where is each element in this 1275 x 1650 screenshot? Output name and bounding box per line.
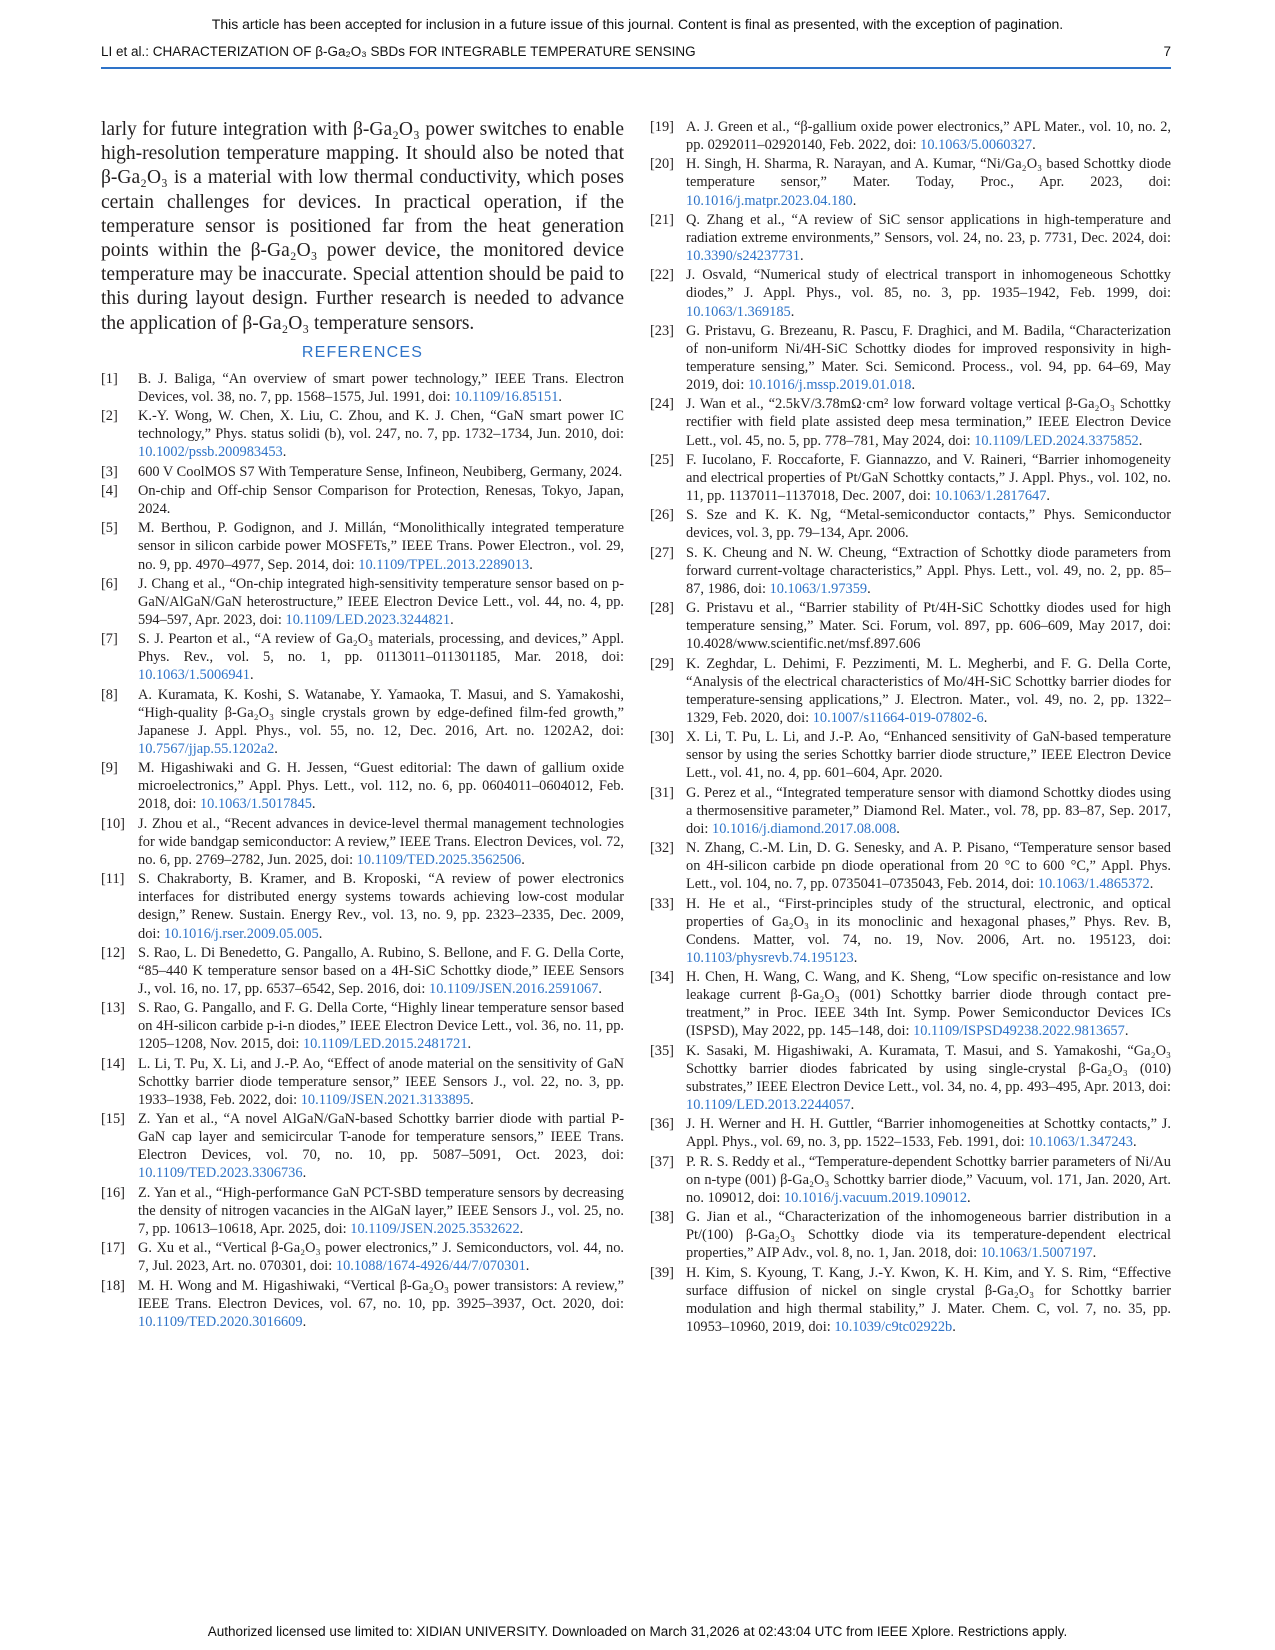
reference-item: [101, 686, 624, 758]
reference-citation: G. Perez et al., “Integrated temperature sensor with diamond Schottky diodes using a thermosensitive parameter,” Diamond Rel. Mater., vol. 78, pp. 83–87, Sep. 2017, doi:: [686, 784, 1171, 837]
reference-end: .: [470, 1091, 474, 1108]
reference-number: [9]: [101, 760, 118, 777]
reference-end: .: [1092, 1245, 1097, 1262]
running-header-title: LI et al.: CHARACTERIZATION OF β-Ga₂O₃ SBDs FOR INTEGRABLE TEMPERATURE SENSING: [101, 44, 696, 59]
doi-link[interactable]: 10.1063/1.5007197: [980, 1245, 1093, 1262]
reference-item: [650, 155, 1171, 209]
reference-text: [138, 686, 624, 758]
reference-text: [138, 482, 624, 518]
doi-link[interactable]: 10.1063/1.369185: [686, 303, 791, 320]
reference-item: [101, 1277, 624, 1331]
reference-item: [101, 759, 624, 813]
reference-number: [11]: [101, 871, 125, 888]
doi-link[interactable]: 10.1002/pssb.200983453: [138, 444, 283, 461]
reference-number: [22]: [650, 267, 674, 284]
reference-number: [27]: [650, 544, 674, 561]
reference-citation: L. Li, T. Pu, X. Li, and J.-P. Ao, “Effect of anode material on the sensitivity of GaN Schottky barrier diode temperature sensor,” IEEE Sensors J., vol. 22, no. 3, pp. 1933–1938, Feb. 2022, doi:: [138, 1055, 624, 1108]
doi-link[interactable]: 10.1016/j.diamond.2017.08.008: [712, 820, 897, 837]
reference-item: [650, 395, 1171, 449]
reference-citation: S. Sze and K. K. Ng, “Metal-semiconductor contacts,” Phys. Semiconductor devices, vol. 3, pp. 79–134, Apr. 2006.: [686, 507, 1171, 542]
reference-text: [138, 463, 624, 481]
reference-citation: H. Chen, H. Wang, C. Wang, and K. Sheng, “Low specific on-resistance and low leakage current β-Ga₂O₃ (001) Schottky barrier diode through contact pre-treatment,” in Proc. IEEE 34th Int. Symp. Power Semiconductor Devices ICs (ISPSD), May 2022, pp. 145–148, doi:: [686, 969, 1171, 1040]
reference-item: [101, 575, 624, 629]
doi-link[interactable]: 10.3390/s24237731: [686, 248, 800, 265]
reference-end: .: [852, 192, 857, 209]
reference-end: .: [1046, 488, 1051, 504]
reference-citation: B. J. Baliga, “An overview of smart power technology,” IEEE Trans. Electron Devices, vol. 38, no. 7, pp. 1568–1575, Jul. 1991, doi:: [138, 370, 624, 405]
doi-link[interactable]: 10.1109/TED.2020.3016609: [138, 1313, 303, 1330]
reference-end: .: [521, 851, 525, 868]
reference-citation: G. Pristavu et al., “Barrier stability of Pt/4H-SiC Schottky diodes used for high temperature sensing,” Mater. Sci. Forum, vol. 897, pp. 606–609, May 2017, doi: 10.4028/www.scientific.net/msf.897.606: [686, 600, 1171, 653]
reference-citation: J. H. Werner and H. H. Guttler, “Barrier inhomogeneities at Schottky contacts,” J. Appl. Phys., vol. 69, no. 3, pp. 1522–1533, Feb. 1991, doi:: [686, 1116, 1171, 1151]
reference-text: [138, 1055, 624, 1109]
doi-link[interactable]: 10.1063/1.4865372: [1037, 876, 1150, 893]
doi-link[interactable]: 10.1039/c9tc02922b: [834, 1318, 953, 1335]
reference-item: [650, 211, 1171, 265]
reference-item: [101, 630, 624, 684]
doi-link[interactable]: 10.1103/physrevb.74.195123: [686, 949, 854, 966]
reference-item: [650, 1115, 1171, 1151]
reference-end: .: [598, 980, 603, 997]
reference-number: [20]: [650, 156, 674, 173]
reference-end: .: [249, 667, 254, 684]
reference-end: .: [790, 303, 795, 320]
reference-item: [650, 118, 1171, 154]
reference-citation: M. Higashiwaki and G. H. Jessen, “Guest editorial: The dawn of gallium oxide microelectronics,” Appl. Phys. Lett., vol. 112, no. 6, pp. 0604011–0604012, Feb. 2018, doi:: [138, 760, 624, 813]
reference-end: .: [1138, 432, 1143, 449]
reference-citation: Q. Zhang et al., “A review of SiC sensor applications in high-temperature and radiation extreme environments,” Sensors, vol. 24, no. 23, p. 7731, Dec. 2024, doi:: [686, 211, 1171, 246]
reference-item: [650, 322, 1171, 394]
reference-text: [138, 815, 624, 869]
reference-text: [138, 759, 624, 813]
reference-item: [650, 506, 1171, 542]
doi-link[interactable]: 10.1109/LED.2013.2244057: [686, 1096, 851, 1113]
reference-text: [686, 118, 1171, 154]
reference-citation: J. Chang et al., “On-chip integrated high-sensitivity temperature sensor based on p-GaN/AlGaN/GaN heterostructure,” IEEE Electron Device Lett., vol. 44, no. 4, pp. 594–597, Apr. 2023, doi:: [138, 575, 624, 628]
doi-link[interactable]: 10.1088/1674-4926/44/7/070301: [335, 1258, 526, 1275]
reference-citation: K. Sasaki, M. Higashiwaki, A. Kuramata, T. Masui, and S. Yamakoshi, “Ga₂O₃ Schottky barrier diodes fabricated by using single-crystal β-Ga₂O₃ (010) substrates,” IEEE Electron Device Lett., vol. 34, no. 4, pp. 493–495, Apr. 2013, doi:: [686, 1042, 1171, 1095]
reference-text: [138, 370, 624, 406]
reference-text: [686, 728, 1171, 782]
reference-number: [25]: [650, 451, 674, 468]
doi-link[interactable]: 10.1063/1.347243: [1028, 1134, 1133, 1151]
page-number: 7: [1163, 44, 1171, 59]
doi-link[interactable]: 10.1016/j.matpr.2023.04.180: [686, 192, 853, 209]
reference-citation: S. Rao, G. Pangallo, and F. G. Della Corte, “Highly linear temperature sensor based on 4H-silicon carbide p-i-n diodes,” IEEE Electron Device Lett., vol. 36, no. 11, pp. 1205–1208, Nov. 2015, doi:: [138, 1000, 624, 1053]
reference-number: [10]: [101, 815, 125, 832]
reference-text: [686, 451, 1171, 505]
reference-item: [650, 1153, 1171, 1207]
reference-number: [35]: [650, 1042, 674, 1059]
reference-text: [138, 1277, 624, 1331]
doi-link[interactable]: 10.1109/JSEN.2016.2591067: [429, 980, 599, 997]
reference-item: [101, 1055, 624, 1109]
reference-text: [138, 1239, 624, 1275]
reference-citation: H. He et al., “First-principles study of the structural, electronic, and optical properties of Ga₂O₃ in its monoclinic and hexagonal phases,” Phys. Rev. B, Condens. Matter, vol. 74, no. 19, Nov. 2006, Art. no. 195123, doi:: [686, 895, 1171, 948]
reference-text: [686, 1042, 1171, 1114]
reference-text: [686, 599, 1171, 653]
reference-text: [138, 1110, 624, 1182]
doi-link[interactable]: 10.1109/LED.2024.3375852: [974, 432, 1139, 449]
reference-citation: X. Li, T. Pu, L. Li, and J.-P. Ao, “Enhanced sensitivity of GaN-based temperature sensor by using the series Schottky barrier diode structure,” IEEE Electron Device Lett., vol. 41, no. 4, pp. 601–604, Apr. 2020.: [686, 729, 1171, 782]
reference-number: [30]: [650, 729, 674, 746]
reference-citation: K. Zeghdar, L. Dehimi, F. Pezzimenti, M. L. Megherbi, and F. G. Della Corte, “Analysis of the electrical characteristics of Mo/4H-SiC Schottky barrier diodes for temperature-sensing applications,” J. Electron. Mater., vol. 49, no. 2, pp. 1322–1329, Feb. 2020, doi:: [686, 655, 1171, 726]
reference-citation: S. K. Cheung and N. W. Cheung, “Extraction of Schottky diode parameters from forward current-voltage characteristics,” Appl. Phys. Lett., vol. 49, no. 2, pp. 85–87, 1986, doi:: [686, 544, 1171, 597]
reference-number: [15]: [101, 1111, 125, 1128]
reference-item: [101, 407, 624, 461]
reference-end: .: [282, 444, 287, 461]
reference-citation: K.-Y. Wong, W. Chen, X. Liu, C. Zhou, and K. J. Chen, “GaN smart power IC technology,” Phys. status solidi (b), vol. 247, no. 7, pp. 1732–1734, Jun. 2010, doi:: [138, 408, 624, 443]
reference-citation: H. Kim, S. Kyoung, T. Kang, J.-Y. Kwon, K. H. Kim, and Y. S. Rim, “Effective surface diffusion of nickel on single crystal β-Ga₂O₃ for Schottky barrier modulation and high thermal stability,” J. Mater. Chem. C, vol. 7, no. 35, pp. 10953–10960, 2019, doi:: [686, 1264, 1171, 1335]
doi-link[interactable]: 10.1109/TED.2023.3306736: [138, 1165, 303, 1182]
doi-link[interactable]: 10.1016/j.rser.2009.05.005: [164, 925, 319, 942]
reference-citation: A. Kuramata, K. Koshi, S. Watanabe, Y. Yamaoka, T. Masui, and S. Yamakoshi, “High-quality β-Ga₂O₃ single crystals grown by edge-defined film-fed growth,” Japanese J. Appl. Phys., vol. 55, no. 12, Dec. 2016, Art. no. 1202A2, doi:: [138, 686, 624, 739]
reference-end: .: [983, 709, 988, 726]
right-column: [650, 118, 1171, 1337]
reference-citation: Z. Yan et al., “High-performance GaN PCT-SBD temperature sensors by decreasing the density of nitrogen vacancies in the AlGaN layer,” IEEE Sensors J., vol. 25, no. 7, pp. 10613–10618, Apr. 2025, doi:: [138, 1184, 624, 1237]
reference-citation: G. Jian et al., “Characterization of the inhomogeneous barrier distribution in a Pt/(100) β-Ga₂O₃ Schottky diode via its temperature-dependent electrical properties,” AIP Adv., vol. 8, no. 1, Jan. 2018, doi:: [686, 1209, 1171, 1262]
reference-citation: On-chip and Off-chip Sensor Comparison for Protection, Renesas, Tokyo, Japan, 2024.: [138, 482, 624, 518]
reference-number: [12]: [101, 944, 125, 961]
reference-text: [686, 1153, 1171, 1207]
reference-text: [138, 999, 624, 1053]
reference-citation: S. Rao, L. Di Benedetto, G. Pangallo, A. Rubino, S. Bellone, and F. G. Della Corte, “85–440 K temperature sensor based on a 4H-SiC Schottky diode,” IEEE Sensors J., vol. 16, no. 17, pp. 6537–6542, Sep. 2016, doi:: [138, 944, 624, 997]
reference-number: [32]: [650, 840, 674, 857]
reference-end: .: [867, 580, 871, 597]
reference-item: [650, 728, 1171, 782]
reference-end: .: [850, 1096, 855, 1113]
reference-end: .: [799, 248, 804, 265]
reference-end: .: [853, 949, 858, 966]
doi-link[interactable]: 10.1109/TPEL.2013.2289013: [358, 556, 530, 573]
body-paragraph: larly for future integration with β-Ga₂O₃ power switches to enable high-resolution temperature mapping. It should also be noted that β-Ga₂O₃ is a material with low thermal conductivity, which poses certain challenges for devices. In practical operation, if the temperature sensor is positioned far from the heat generation points within the β-Ga₂O₃ power device, the monitored device temperature may be inaccurate. Special attention should be paid to this during layout design. Further research is needed to advance the application of β-Ga₂O₃ temperature sensors.: [101, 119, 624, 334]
reference-number: [21]: [650, 211, 674, 228]
reference-end: .: [318, 925, 323, 942]
reference-item: [650, 839, 1171, 893]
reference-number: [26]: [650, 507, 674, 524]
doi-link[interactable]: 10.1063/5.0060327: [920, 137, 1033, 154]
reference-text: [138, 519, 624, 573]
reference-end: .: [302, 1165, 307, 1182]
reference-citation: J. Zhou et al., “Recent advances in device-level thermal management technologies for wide bandgap semiconductor: A review,” IEEE Trans. Electron Devices, vol. 72, no. 6, pp. 2769–2782, Jun. 2025, doi:: [138, 815, 624, 868]
doi-link[interactable]: 10.1109/TED.2025.3562506: [356, 851, 522, 868]
reference-text: [138, 630, 624, 684]
doi-link[interactable]: 10.1007/s11664-019-07802-6: [812, 709, 984, 726]
reference-text: [686, 839, 1171, 893]
reference-item: [650, 1264, 1171, 1336]
reference-number: [28]: [650, 600, 674, 617]
doi-link[interactable]: 10.1016/j.vacuum.2019.109012: [783, 1189, 968, 1206]
reference-item: [101, 1184, 624, 1238]
reference-end: .: [911, 377, 916, 394]
reference-end: .: [1032, 137, 1036, 154]
reference-item: [650, 451, 1171, 505]
reference-number: [2]: [101, 408, 118, 425]
reference-item: [101, 999, 624, 1053]
reference-item: [650, 599, 1171, 653]
reference-end: .: [1149, 876, 1154, 893]
reference-citation: G. Pristavu, G. Brezeanu, R. Pascu, F. Draghici, and M. Badila, “Characterization of non-uniform Ni/4H-SiC Schottky diodes for improved responsivity in high-temperature sensing,” Mater. Sci. Semicond. Process., vol. 94, pp. 64–69, May 2019, doi:: [686, 322, 1171, 394]
reference-end: .: [519, 1220, 524, 1237]
doi-link[interactable]: 10.1063/1.5017845: [199, 796, 312, 813]
reference-text: [138, 575, 624, 629]
reference-text: [138, 407, 624, 461]
reference-item: [650, 266, 1171, 320]
doi-link[interactable]: 10.1109/16.85151: [454, 388, 559, 405]
reference-citation: M. H. Wong and M. Higashiwaki, “Vertical β-Ga₂O₃ power transistors: A review,” IEEE Trans. Electron Devices, vol. 67, no. 10, pp. 3925–3937, Oct. 2020, doi:: [138, 1277, 624, 1312]
reference-text: [686, 655, 1171, 727]
reference-item: [101, 482, 624, 518]
doi-link[interactable]: 10.1063/1.2817647: [934, 488, 1047, 504]
reference-item: [650, 968, 1171, 1040]
reference-item: [101, 463, 624, 481]
reference-item: [650, 1208, 1171, 1262]
reference-number: [14]: [101, 1055, 125, 1072]
reference-number: [5]: [101, 520, 118, 537]
reference-end: .: [967, 1189, 971, 1206]
doi-link[interactable]: 10.1109/LED.2015.2481721: [302, 1036, 468, 1053]
reference-text: [686, 968, 1171, 1040]
reference-citation: J. Wan et al., “2.5kV/3.78mΩ·cm² low forward voltage vertical β-Ga₂O₃ Schottky rectifier with field plate assisted deep mesa termination,” IEEE Electron Device Lett., vol. 45, no. 5, pp. 778–781, May 2024, doi:: [686, 396, 1171, 449]
reference-citation: A. J. Green et al., “β-gallium oxide power electronics,” APL Mater., vol. 10, no. 2, pp. 0292011–02920140, Feb. 2022, doi:: [686, 119, 1171, 154]
doi-link[interactable]: 10.7567/jjap.55.1202a2: [138, 741, 275, 758]
reference-item: [650, 895, 1171, 967]
reference-item: [101, 1110, 624, 1182]
reference-text: [686, 155, 1171, 209]
reference-item: [650, 544, 1171, 598]
doi-link[interactable]: 10.1016/j.mssp.2019.01.018: [747, 377, 912, 394]
reference-citation: Z. Yan et al., “A novel AlGaN/GaN-based Schottky barrier diode with partial P-GaN cap layer and semicircular T-anode for temperature sensors,” IEEE Trans. Electron Devices, vol. 70, no. 10, pp. 5087–5091, Oct. 2023, doi:: [138, 1111, 624, 1164]
reference-citation: G. Xu et al., “Vertical β-Ga₂O₃ power electronics,” J. Semiconductors, vol. 44, no. 7, Jul. 2023, Art. no. 070301, doi:: [138, 1240, 624, 1275]
reference-number: [24]: [650, 396, 674, 413]
reference-item: [101, 944, 624, 998]
reference-number: [1]: [101, 370, 118, 387]
doi-link[interactable]: 10.1109/JSEN.2025.3532622: [350, 1220, 520, 1237]
running-header: [101, 44, 1171, 66]
reference-text: [686, 322, 1171, 394]
reference-end: .: [952, 1318, 956, 1335]
reference-citation: P. R. S. Reddy et al., “Temperature-dependent Schottky barrier parameters of Ni/Au on n-type (001) β-Ga₂O₃ Schottky barrier diode,” Vacuum, vol. 171, Jan. 2020, Art. no. 109012, doi:: [686, 1153, 1171, 1206]
reference-text: [138, 1184, 624, 1238]
reference-number: [7]: [101, 631, 118, 648]
reference-text: [138, 870, 624, 942]
reference-citation: M. Berthou, P. Godignon, and J. Millán, “Monolithically integrated temperature sensor in silicon carbide power MOSFETs,” IEEE Trans. Power Electron., vol. 29, no. 9, pp. 4970–4977, Sep. 2014, doi:: [138, 520, 624, 573]
reference-item: [650, 1042, 1171, 1114]
header-rule: [101, 67, 1171, 69]
doi-link[interactable]: 10.1109/LED.2023.3244821: [285, 611, 451, 628]
reference-end: .: [525, 1258, 530, 1275]
reference-item: [650, 784, 1171, 838]
left-column: [101, 118, 624, 1332]
doi-link[interactable]: 10.1109/ISPSD49238.2022.9813657: [913, 1023, 1125, 1040]
reference-text: [686, 1208, 1171, 1262]
reference-number: [6]: [101, 575, 118, 592]
reference-end: .: [1132, 1134, 1137, 1151]
reference-number: [17]: [101, 1240, 125, 1257]
reference-end: .: [274, 741, 278, 758]
reference-number: [31]: [650, 784, 674, 801]
reference-number: [19]: [650, 119, 674, 135]
reference-text: [686, 395, 1171, 449]
reference-end: .: [302, 1313, 307, 1330]
reference-citation: S. Chakraborty, B. Kramer, and B. Kroposki, “A review of power electronics interfaces for distributed energy systems towards achieving low-cost modular design,” Renew. Sustain. Energy Rev., vol. 13, no. 9, pp. 2323–2335, Dec. 2009, doi:: [138, 871, 624, 942]
references-list-left: [101, 370, 624, 1331]
reference-text: [138, 944, 624, 998]
reference-end: .: [529, 556, 533, 573]
doi-link[interactable]: 10.1063/1.97359: [769, 580, 868, 597]
reference-end: .: [896, 820, 900, 837]
reference-end: .: [558, 388, 562, 405]
reference-citation: N. Zhang, C.-M. Lin, D. G. Senesky, and A. P. Pisano, “Temperature sensor based on 4H-silicon carbide pn diode operational from 20 °C to 600 °C,” Appl. Phys. Lett., vol. 104, no. 7, pp. 0735041–0735043, Feb. 2014, doi:: [686, 840, 1171, 893]
reference-number: [18]: [101, 1277, 125, 1294]
acceptance-notice: This article has been accepted for inclusion in a future issue of this journal. Content is final as presented, with the exception of pagination.: [211, 16, 1064, 32]
reference-item: [101, 519, 624, 573]
reference-number: [13]: [101, 1000, 125, 1017]
reference-text: [686, 895, 1171, 967]
doi-link[interactable]: 10.1109/JSEN.2021.3133895: [300, 1091, 471, 1108]
reference-citation: J. Osvald, “Numerical study of electrical transport in inhomogeneous Schottky diodes,” J. Appl. Phys., vol. 85, no. 3, pp. 1935–1942, Feb. 1999, doi:: [686, 267, 1171, 302]
reference-citation: S. J. Pearton et al., “A review of Ga₂O₃ materials, processing, and devices,” Appl. Phys. Rev., vol. 5, no. 1, pp. 0113011–011301185, Mar. 2018, doi:: [138, 631, 624, 666]
reference-item: [101, 1239, 624, 1275]
reference-number: [29]: [650, 655, 674, 672]
reference-number: [16]: [101, 1184, 125, 1201]
reference-number: [4]: [101, 482, 118, 499]
reference-end: .: [450, 611, 454, 628]
reference-text: [686, 506, 1171, 542]
reference-number: [36]: [650, 1116, 674, 1133]
reference-number: [38]: [650, 1209, 674, 1226]
reference-end: .: [467, 1036, 472, 1053]
references-list-right: [650, 118, 1171, 1336]
reference-end: .: [311, 796, 316, 813]
reference-end: .: [1124, 1023, 1129, 1040]
reference-text: [686, 211, 1171, 265]
reference-number: [39]: [650, 1264, 674, 1281]
references-heading: REFERENCES: [301, 343, 424, 361]
reference-number: [8]: [101, 686, 118, 703]
reference-item: [650, 655, 1171, 727]
reference-text: [686, 1115, 1171, 1151]
license-footer: Authorized licensed use limited to: XIDIAN UNIVERSITY. Downloaded on March 31,2026 at 02:43:04 UTC from IEEE Xplore. Restrictions apply.: [207, 1624, 1068, 1639]
reference-text: [686, 544, 1171, 598]
reference-text: [686, 784, 1171, 838]
reference-citation: 600 V CoolMOS S7 With Temperature Sense, Infineon, Neubiberg, Germany, 2024.: [138, 463, 623, 480]
reference-text: [686, 1264, 1171, 1336]
reference-citation: H. Singh, H. Sharma, R. Narayan, and A. Kumar, “Ni/Ga₂O₃ based Schottky diode temperature sensor,” Mater. Today, Proc., Apr. 2023, doi:: [686, 156, 1171, 191]
reference-item: [101, 815, 624, 869]
reference-number: [37]: [650, 1153, 674, 1170]
reference-item: [101, 870, 624, 942]
reference-number: [34]: [650, 969, 674, 986]
reference-citation: F. Iucolano, F. Roccaforte, F. Giannazzo, and V. Raineri, “Barrier inhomogeneity and electrical properties of Pt/GaN Schottky contacts,” J. Appl. Phys., vol. 102, no. 11, pp. 1137011–1137018, Dec. 2007, doi:: [686, 451, 1171, 504]
reference-number: [23]: [650, 322, 674, 339]
reference-number: [33]: [650, 895, 674, 912]
doi-link[interactable]: 10.1063/1.5006941: [138, 667, 250, 684]
reference-number: [3]: [101, 463, 118, 480]
reference-text: [686, 266, 1171, 320]
reference-item: [101, 370, 624, 406]
